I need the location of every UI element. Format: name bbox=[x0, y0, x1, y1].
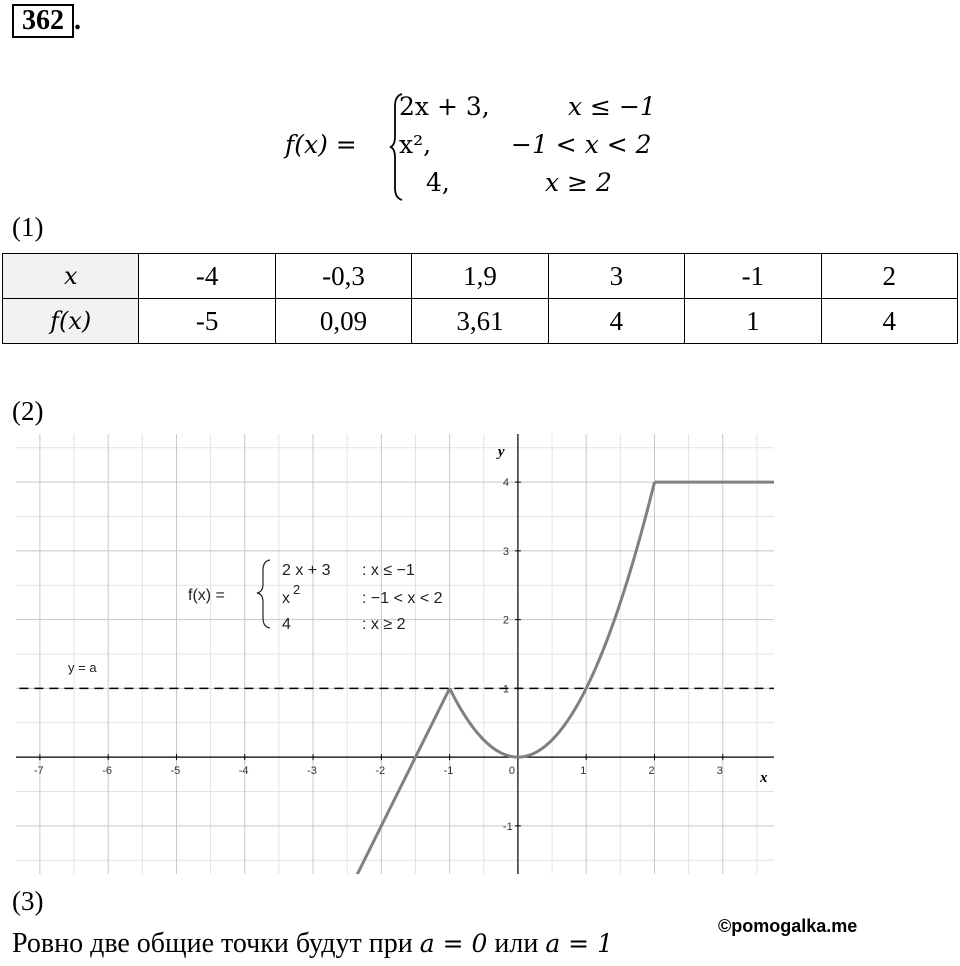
row-header-x: x bbox=[3, 254, 139, 299]
x-tick-label: -6 bbox=[102, 765, 112, 778]
x-tick-label: 1 bbox=[580, 765, 587, 778]
y-tick-label: 4 bbox=[502, 477, 510, 490]
table-cell: -1 bbox=[685, 254, 821, 299]
table-cell: 2 bbox=[821, 254, 957, 299]
function-graph bbox=[16, 434, 774, 874]
x-tick-label: 3 bbox=[716, 765, 723, 778]
formula-case-3-expr: 4, bbox=[426, 168, 450, 197]
table-cell: 1 bbox=[685, 299, 821, 344]
legend-brace bbox=[257, 560, 270, 628]
table-cell: -5 bbox=[139, 299, 275, 344]
x-tick-label: 0 bbox=[508, 765, 516, 778]
formula-case-2-cond: −1 < x < 2 bbox=[511, 130, 652, 159]
answer-connector: или bbox=[487, 928, 546, 959]
values-table bbox=[2, 253, 958, 344]
table-cell: 4 bbox=[821, 299, 957, 344]
table-cell: 0,09 bbox=[275, 299, 411, 344]
x-tick-label: -4 bbox=[238, 765, 249, 778]
y-axis-label: y bbox=[497, 444, 505, 460]
legend-lhs: f(x) = bbox=[188, 587, 225, 604]
x-tick-label: -5 bbox=[170, 765, 181, 778]
problem-number-value: 362 bbox=[22, 5, 64, 36]
formula-case-1-expr: 2x + 3, bbox=[399, 92, 490, 121]
table-cell: 1,9 bbox=[412, 254, 548, 299]
y-tick-label: 1 bbox=[502, 683, 510, 696]
y-tick-label: 3 bbox=[502, 545, 510, 558]
table-row-x bbox=[3, 254, 958, 299]
problem-number-suffix: . bbox=[74, 5, 81, 36]
answer-value-1: a = 0 bbox=[419, 929, 488, 958]
y-tick-label: 2 bbox=[502, 614, 510, 627]
answer-line bbox=[12, 928, 613, 960]
x-tick-label: -3 bbox=[307, 765, 317, 778]
row-header-fx: f(x) bbox=[3, 299, 139, 344]
formula-case-3-cond: x ≥ 2 bbox=[545, 168, 612, 197]
problem-number bbox=[12, 4, 81, 36]
legend-case-1-cond: : x ≤ −1 bbox=[362, 562, 415, 579]
table-cell: -0,3 bbox=[275, 254, 411, 299]
piecewise-formula bbox=[285, 92, 705, 204]
y-tick-label: -1 bbox=[502, 820, 513, 833]
formula-lhs: f(x) = bbox=[285, 130, 357, 159]
part-2-label: (2) bbox=[12, 396, 44, 426]
legend-case-1-expr: 2 x + 3 bbox=[282, 562, 331, 579]
legend-case-2-cond: : −1 < x < 2 bbox=[362, 590, 443, 607]
x-tick-label: -7 bbox=[33, 765, 44, 778]
formula-case-1-cond: x ≤ −1 bbox=[568, 92, 656, 121]
table-cell: 3,61 bbox=[412, 299, 548, 344]
legend-case-3-expr: 4 bbox=[282, 616, 291, 633]
table-row-fx bbox=[3, 299, 958, 344]
legend-case-2-sup: 2 bbox=[293, 582, 301, 597]
part-3-label: (3) bbox=[12, 886, 44, 916]
legend-case-3-cond: : x ≥ 2 bbox=[362, 616, 406, 633]
graph-piece-1 bbox=[351, 688, 450, 874]
table-cell: -4 bbox=[139, 254, 275, 299]
table-cell: 4 bbox=[548, 299, 684, 344]
formula-case-2-expr: x², bbox=[399, 130, 432, 159]
answer-value-2: a = 1 bbox=[545, 929, 613, 958]
x-tick-label: -1 bbox=[443, 765, 454, 778]
x-axis-label: x bbox=[760, 770, 768, 787]
line-label-y-equals-a: y = a bbox=[68, 660, 97, 675]
answer-text: Ровно две общие точки будут при bbox=[12, 928, 420, 959]
x-tick-label: 2 bbox=[648, 765, 655, 778]
watermark: ©pomogalka.me bbox=[718, 916, 858, 936]
part-1-label: (1) bbox=[12, 212, 44, 242]
graph-svg bbox=[16, 434, 774, 874]
legend-case-2-expr: x bbox=[282, 590, 290, 607]
x-tick-label: -2 bbox=[375, 765, 386, 778]
table-cell: 3 bbox=[548, 254, 684, 299]
